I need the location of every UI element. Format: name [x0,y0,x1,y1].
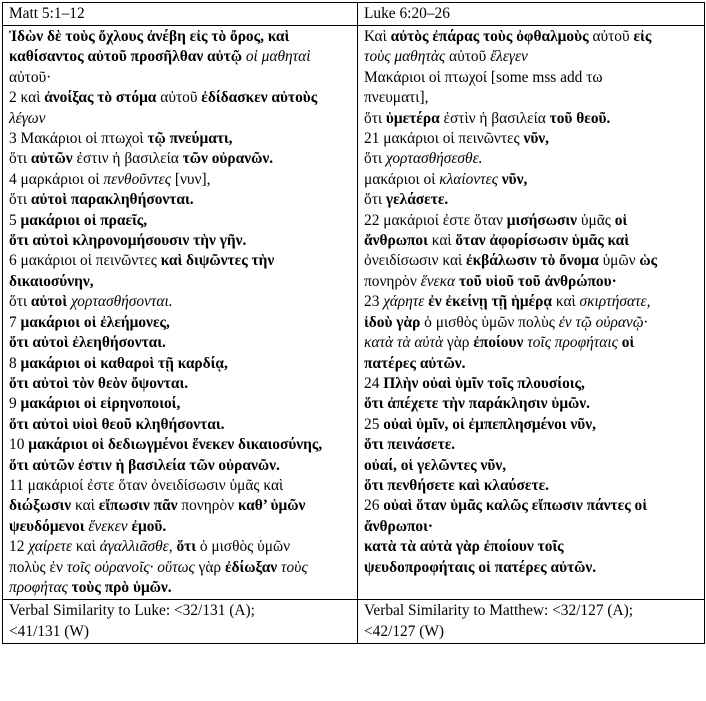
luke-line [364,109,699,129]
luke-text-segment: 26 [364,497,384,515]
matthew-text-segment: 6 μακάριοι οἱ πεινῶντες [9,252,161,270]
synopsis-table [2,2,705,644]
luke-text-segment: 21 μακάριοι οἱ πεινῶντες [364,130,524,148]
luke-text-segment: τοὺς μαθητὰς [364,48,446,66]
luke-text-segment: ὑμᾶς [577,211,615,229]
luke-text-segment: ἔλεγεν [490,48,528,66]
luke-text-segment: 24 [364,374,384,392]
matthew-text [3,26,358,600]
matthew-text-segment: δικαιοσύνην, [9,272,94,290]
matthew-line [9,129,352,149]
luke-text [358,26,705,600]
matthew-text-segment: 12 [9,538,29,556]
luke-line [364,537,699,557]
matthew-text-segment: 8 [9,354,21,372]
matthew-line [9,354,352,374]
luke-line [364,27,699,47]
matthew-text-segment: Ἰδὼν δὲ τοὺς ὄχλους ἀνέβη εἰς τὸ ὄρος, καὶ [9,28,290,45]
text-row [3,26,705,600]
matthew-line [9,537,352,557]
matthew-text-segment: ἐστιν ἡ βασιλεία [72,150,183,168]
matthew-text-segment: αὐτοὶ παρακληθήσονται. [30,191,194,209]
matthew-text-segment: τοὺς πρὸ ὑμῶν. [67,578,172,596]
luke-similarity [358,600,705,644]
matthew-text-segment: 3 Μακάριοι οἱ πτωχοὶ [9,130,148,148]
matthew-text-segment: μακάριοι οἱ εἰρηνοποιοί, [20,395,181,413]
matthew-text-segment: χορτασθήσονται. [67,293,173,311]
luke-line [364,354,699,374]
luke-line [364,517,699,537]
matthew-text-segment: καὶ διψῶντες τὴν [160,252,275,270]
luke-text-segment: 22 μακάριοί ἐστε ὅταν [364,211,507,229]
matthew-similarity-line: <41/131 (W) [9,622,90,640]
matthew-text-segment: πολὺς ἐν [9,558,67,576]
matthew-text-segment: ὅτι αὐτοὶ κληρονομήσουσιν τὴν γῆν. [9,232,247,250]
matthew-text-segment: μακάριοι οἱ ἐλεήμονες, [20,313,170,331]
luke-line [364,251,699,271]
matthew-text-segment: ὅτι αὐτοὶ τὸν θεὸν ὄψονται. [9,374,189,392]
matthew-text-segment: πενθοῦντες [103,170,171,188]
luke-text-segment: ὅτι πενθήσετε καὶ κλαύσετε. [364,476,549,494]
luke-line [364,211,699,231]
luke-text-segment: νῦν, [497,170,528,188]
matthew-line [9,435,352,455]
matthew-header: Matt 5:1–12 [3,3,358,26]
luke-text-segment: χορτασθήσεσθε. [385,150,483,168]
matthew-line [9,68,352,88]
matthew-line [9,415,352,435]
matthew-text-segment: ἀνοίξας τὸ στόμα [44,89,157,107]
matthew-line [9,333,352,353]
luke-line [364,394,699,414]
luke-line [364,47,699,67]
matthew-text-segment: ἕνεκεν [84,517,132,535]
luke-line [364,190,699,210]
luke-line [364,129,699,149]
matthew-line [9,47,352,67]
matthew-text-segment: λέγων [9,109,46,127]
luke-text-segment: ὑμετέρα [385,109,440,127]
matthew-text-segment: τῷ πνεύματι, [147,130,233,148]
matthew-line [9,517,352,537]
luke-text-segment: κατὰ τὰ αὐτὰ γὰρ ἐποίουν τοῖς [364,538,564,556]
luke-text-segment: εἰς [633,28,652,45]
luke-line [364,333,699,353]
luke-text-segment: τοῖς προφήταις [523,334,618,352]
luke-text-segment: αὐτοῦ [445,48,491,66]
luke-text-segment: ὅτι ἀπέχετε τὴν παράκλησιν ὑμῶν. [364,395,591,413]
luke-line [364,272,699,292]
luke-text-segment: 23 [364,293,384,311]
luke-text-segment: ὑμῶν [598,252,640,270]
matthew-text-segment: ὅτι [9,150,31,168]
luke-text-segment: ὅτι πεινάσετε. [364,436,456,454]
luke-text-segment: Μακάριοι οἱ πτωχοί [some mss add τω [364,68,603,86]
luke-line [364,558,699,578]
matthew-line [9,558,352,578]
luke-header: Luke 6:20–26 [358,3,705,26]
matthew-text-segment: 2 καὶ [9,89,45,107]
matthew-text-segment: προφήτας [9,578,68,596]
luke-line [364,313,699,333]
matthew-line [9,27,352,47]
matthew-text-segment: ὅτι αὐτοὶ ἐλεηθήσονται. [9,334,166,352]
luke-text-segment: κλαίοντες [439,170,498,188]
luke-text-segment: γὰρ [443,334,474,352]
matthew-text-segment: εἴπωσιν πᾶν [98,497,178,515]
matthew-line [9,170,352,190]
matthew-line [9,313,352,333]
luke-text-segment: ἐν τῷ οὐρανῷ· [558,313,648,331]
luke-text-segment: καὶ [552,293,580,311]
matthew-line [9,578,352,598]
luke-text-segment: μακάριοι οἱ [364,170,440,188]
matthew-text-segment: ὅτι [9,293,31,311]
luke-text-segment: Πλὴν οὐαὶ ὑμῖν τοῖς πλουσίοις, [383,374,585,392]
matthew-text-segment: ἀγαλλιᾶσθε, [99,538,173,556]
luke-line [364,496,699,516]
matthew-line [9,476,352,496]
matthew-text-segment: πονηρὸν [177,497,238,515]
matthew-text-segment: τοῖς οὐρανοῖς· οὕτως [66,558,195,576]
matthew-line [9,272,352,292]
luke-text-segment: ὁ μισθὸς ὑμῶν πολὺς [420,313,559,331]
luke-text-segment: Καὶ [364,28,391,45]
luke-similarity-line: Verbal Similarity to Matthew: <32/127 (A); [364,602,633,620]
luke-text-segment: ἐκβάλωσιν τὸ ὄνομα [466,252,599,270]
luke-text-segment: ἄνθρωποι· [364,517,434,535]
luke-text-segment: μισήσωσιν [506,211,577,229]
luke-text-segment: ἐν ἐκείνῃ τῇ ἡμέρᾳ [424,293,553,311]
matthew-text-segment: καὶ [71,497,99,515]
luke-line [364,435,699,455]
luke-text-segment: χάρητε [383,293,425,311]
matthew-text-segment: ὅτι αὐτῶν ἐστιν ἡ βασιλεία τῶν οὐρανῶν. [9,456,280,474]
luke-text-segment: ἰδοὺ γὰρ [364,313,421,331]
matthew-line [9,292,352,312]
luke-text-segment: κατὰ τὰ αὐτὰ [364,334,444,352]
matthew-text-segment: 7 [9,313,21,331]
matthew-similarity [3,600,358,644]
matthew-line [9,456,352,476]
matthew-text-segment: μακάριοι οἱ δεδιωγμένοι ἕνεκεν δικαιοσύνης, [28,436,323,454]
luke-text-segment: οὐαὶ ὅταν ὑμᾶς καλῶς εἴπωσιν πάντες οἱ [383,497,648,515]
luke-text-segment: ὡς [639,252,658,270]
matthew-text-segment: αὐτῶν [30,150,73,168]
luke-text-segment: ὅτι [364,109,386,127]
matthew-text-segment: τοὺς [277,558,308,576]
luke-text-segment: οἱ [617,334,635,352]
matthew-text-segment: διώξωσιν [9,497,72,515]
matthew-text-segment: οἱ μαθηταὶ [241,48,311,66]
luke-text-segment: πατέρες αὐτῶν. [364,354,466,372]
luke-text-segment: ὅτι [364,150,386,168]
matthew-text-segment: ἐδίδασκεν αὐτοὺς [201,89,318,107]
luke-text-segment: νῦν, [523,130,550,148]
matthew-text-segment: [νυν], [171,170,211,188]
luke-text-segment: γελάσετε. [385,191,449,209]
matthew-text-segment: χαίρετε [28,538,73,556]
luke-line [364,68,699,88]
matthew-similarity-line: Verbal Similarity to Luke: <32/131 (A); [9,602,255,620]
luke-line [364,149,699,169]
matthew-line [9,251,352,271]
luke-text-segment: ἕνεκα [420,272,456,290]
luke-text-segment: σκιρτήσατε, [579,293,651,311]
luke-text-segment: αὐτοῦ [588,28,634,45]
luke-line [364,88,699,108]
luke-text-segment: ἐστὶν ἡ βασιλεία [439,109,550,127]
matthew-text-segment: 10 [9,436,29,454]
header-row [3,3,705,26]
matthew-text-segment: 9 [9,395,21,413]
matthew-line [9,374,352,394]
matthew-line [9,190,352,210]
matthew-text-segment: αὐτοῦ [156,89,202,107]
luke-line [364,170,699,190]
matthew-text-segment: 5 [9,211,21,229]
matthew-line [9,109,352,129]
luke-text-segment: τοῦ θεοῦ. [549,109,611,127]
matthew-text-segment: ὁ μισθὸς ὑμῶν [196,538,291,556]
matthew-text-segment: αὐτοὶ [30,293,68,311]
luke-line [364,231,699,251]
luke-text-segment: οὐαὶ ὑμῖν, οἱ ἐμπεπλησμένοι νῦν, [383,415,597,433]
luke-line [364,292,699,312]
matthew-text-segment: γὰρ [194,558,225,576]
luke-line [364,415,699,435]
matthew-line [9,394,352,414]
matthew-text-segment: καθ’ ὑμῶν [238,497,306,515]
luke-text-segment: ἐποίουν [473,334,524,352]
luke-text-segment: οἱ [614,211,628,229]
luke-line [364,476,699,496]
matthew-text-segment: καὶ [72,538,100,556]
matthew-line [9,149,352,169]
luke-line [364,456,699,476]
matthew-line [9,88,352,108]
luke-text-segment: τοῦ υἱοῦ τοῦ ἀνθρώπου· [455,272,617,290]
matthew-text-segment: ὅτι [172,538,197,556]
luke-text-segment: αὐτὸς ἐπάρας τοὺς ὀφθαλμοὺς [390,28,589,45]
luke-line [364,374,699,394]
matthew-text-segment: 11 μακάριοί ἐστε ὅταν ὀνειδίσωσιν ὑμᾶς καὶ [9,476,284,494]
matthew-line [9,211,352,231]
matthew-text-segment: ὅτι [9,191,31,209]
matthew-text-segment: ἐδίωξαν [224,558,278,576]
luke-text-segment: ὅταν ἀφορίσωσιν ὑμᾶς καὶ [455,232,630,250]
matthew-text-segment: 4 μαρκάριοι οἱ [9,170,104,188]
luke-text-segment: πονηρὸν [364,272,421,290]
luke-text-segment: ἄνθρωποι [364,232,428,250]
luke-text-segment: ψευδοπροφήταις οἱ πατέρες αὐτῶν. [364,558,597,576]
matthew-text-segment: αὐτοῦ· [9,68,52,86]
matthew-text-segment: μακάριοι οἱ πραεῖς, [20,211,148,229]
matthew-line [9,231,352,251]
matthew-text-segment: ψευδόμενοι [9,517,85,535]
luke-text-segment: πνευματι], [364,89,429,107]
luke-text-segment: οὐαί, οἱ γελῶντες νῦν, [364,456,507,474]
luke-text-segment: ὅτι [364,191,386,209]
footer-row [3,600,705,644]
matthew-line [9,496,352,516]
matthew-text-segment: ἐμοῦ. [131,517,167,535]
luke-text-segment: 25 [364,415,384,433]
matthew-text-segment: τῶν οὐρανῶν. [182,150,274,168]
luke-text-segment: ὀνειδίσωσιν καὶ [364,252,466,270]
matthew-text-segment: καθίσαντος αὐτοῦ προσῆλθαν αὐτῷ [9,48,242,66]
matthew-text-segment: μακάριοι οἱ καθαροὶ τῇ καρδίᾳ, [20,354,228,372]
luke-text-segment: καὶ [427,232,456,250]
matthew-text-segment: ὅτι αὐτοὶ υἱοὶ θεοῦ κληθήσονται. [9,415,225,433]
luke-similarity-line: <42/127 (W) [364,622,445,640]
